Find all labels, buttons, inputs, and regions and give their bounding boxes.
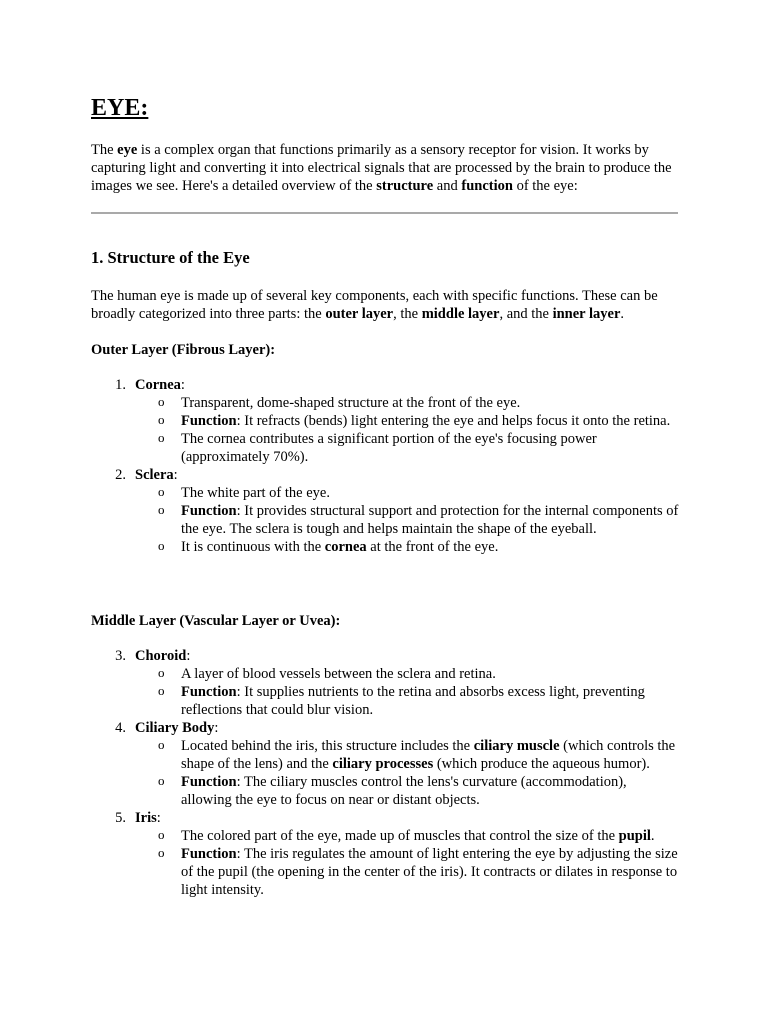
bullet-icon: o — [158, 484, 165, 499]
item-title: Choroid: — [135, 648, 191, 664]
bullet-item: o The cornea contributes a significant portion of the eye's focusing power (approximately 70%). — [158, 430, 597, 465]
item-number: 3. — [115, 648, 126, 664]
sclera-bullets — [91, 484, 691, 556]
middle-layer-list — [91, 647, 691, 899]
item-number: 5. — [115, 810, 126, 826]
bullet-item: o Function: It refracts (bends) light entering the eye and helps focus it onto the retina. — [158, 412, 671, 429]
bullet-item: o Function: The iris regulates the amount of light entering the eye by adjusting the size of the pupil (the opening in the center of the iris). It contracts or dilates in response to light intensity. — [158, 845, 678, 898]
bullet-icon: o — [158, 430, 165, 445]
bullet-icon: o — [158, 773, 165, 788]
outer-layer-list — [91, 376, 691, 556]
bullet-icon: o — [158, 845, 165, 860]
bullet-icon: o — [158, 683, 165, 698]
bullet-item: o The white part of the eye. — [158, 484, 330, 501]
list-item-sclera — [91, 466, 691, 484]
bullet-icon: o — [158, 394, 165, 409]
intro-paragraph: The eye is a complex organ that functions primarily as a sensory receptor for vision. It works by capturing light and converting it into electrical signals that are processed by the brain to produce the images we see. Here's a detailed overview of the structure and function of the eye: — [91, 142, 672, 194]
bullet-item: o A layer of blood vessels between the sclera and retina. — [158, 665, 496, 682]
list-item-cornea — [91, 376, 691, 394]
list-item-choroid — [91, 647, 691, 665]
bullet-item: o Function: It provides structural support and protection for the internal components of the eye. The sclera is tough and helps maintain the shape of the eyeball. — [158, 502, 679, 537]
bullet-icon: o — [158, 665, 165, 680]
middle-layer-heading: Middle Layer (Vascular Layer or Uvea): — [91, 613, 341, 629]
bullet-item: o The colored part of the eye, made up of muscles that control the size of the pupil. — [158, 827, 655, 844]
bullet-item: o Function: The ciliary muscles control the lens's curvature (accommodation), allowing the eye to focus on near or distant objects. — [158, 773, 627, 808]
bullet-item: o Located behind the iris, this structure includes the ciliary muscle (which controls the shape of the lens) and the ciliary processes (which produce the aqueous humor). — [158, 737, 676, 772]
bullet-item: o Transparent, dome-shaped structure at the front of the eye. — [158, 394, 521, 411]
bullet-icon: o — [158, 412, 165, 427]
bullet-icon: o — [158, 737, 165, 752]
ciliary-body-bullets — [91, 737, 691, 809]
list-item-iris — [91, 809, 691, 827]
bullet-icon: o — [158, 827, 165, 842]
bullet-icon: o — [158, 538, 165, 553]
item-title: Sclera: — [135, 467, 178, 483]
item-title: Iris: — [135, 810, 161, 826]
bullet-icon: o — [158, 502, 165, 517]
bullet-item: o Function: It supplies nutrients to the retina and absorbs excess light, preventing reflections that could blur vision. — [158, 683, 645, 718]
section-heading: 1. Structure of the Eye — [91, 248, 250, 267]
item-title: Cornea: — [135, 377, 185, 393]
list-item-ciliary-body — [91, 719, 691, 737]
iris-bullets — [91, 827, 691, 899]
cornea-bullets — [91, 394, 691, 466]
section-paragraph: The human eye is made up of several key components, each with specific functions. These can be broadly categorized into three parts: the outer layer, the middle layer, and the inner layer. — [91, 288, 658, 322]
item-title: Ciliary Body: — [135, 720, 219, 736]
item-number: 1. — [115, 377, 126, 393]
page-title: EYE: — [91, 95, 149, 121]
item-number: 2. — [115, 467, 126, 483]
bullet-item: o It is continuous with the cornea at the front of the eye. — [158, 538, 499, 555]
horizontal-rule — [91, 212, 678, 214]
outer-layer-heading: Outer Layer (Fibrous Layer): — [91, 342, 276, 358]
item-number: 4. — [115, 720, 126, 736]
choroid-bullets — [91, 665, 691, 719]
